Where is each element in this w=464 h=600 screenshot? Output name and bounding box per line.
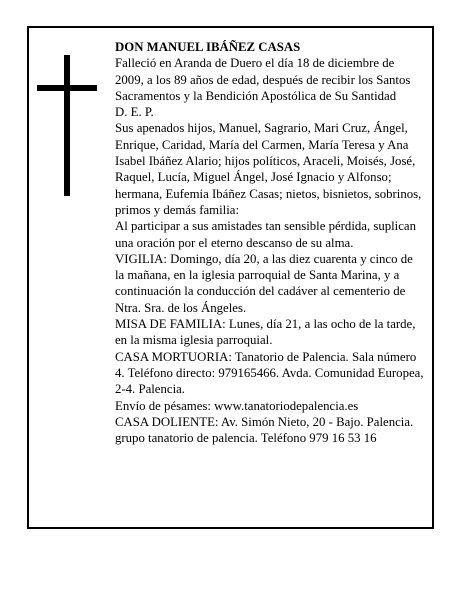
cross-icon-bar — [37, 85, 97, 91]
funeral-group-phone: grupo tanatorio de palencia. Teléfono 979 16 53 16 — [115, 431, 377, 446]
condolences-website: Envío de pésames: www.tanatoriodepalencia.es — [115, 398, 359, 413]
deceased-name: DON MANUEL IBÁÑEZ CASAS — [115, 40, 301, 54]
family-mass-info: MISA DE FAMILIA: Lunes, día 21, a las ocho de la tarde, en la misma iglesia parroquial. — [115, 317, 416, 348]
mourning-house-info: CASA DOLIENTE: Av. Simón Nieto, 20 - Bajo. Palencia. — [115, 414, 414, 429]
vigil-info: VIGILIA: Domingo, día 20, a las diez cuarenta y cinco de la mañana, en la iglesia parroquial de Santa Marina, y a continuación la conducción del cadáver al cementerio de Ntra. Sra. de los Ángeles. — [115, 251, 413, 315]
family-list: Sus apenados hijos, Manuel, Sagrario, Mari Cruz, Ángel, Enrique, Caridad, María del Carmen, María Teresa y Ana Isabel Ibáñez Alario; hijos políticos, Araceli, Moisés, José, Raquel, Lucía, Miguel Ángel, José Ignacio y Alfonso; hermana, Eufemia Ibáñez Casas; nietos, bisnietos, sobrinos, primos y demás familia: — [115, 121, 422, 217]
cross-icon — [64, 55, 70, 196]
death-announcement: Falleció en Aranda de Duero el día 18 de diciembre de 2009, a los 89 años de edad, después de recibir los Santos Sacramentos y la Bendición Apostólica de Su Santidad — [115, 56, 411, 103]
rest-in-peace: D. E. P. — [115, 105, 154, 120]
funeral-home-info: CASA MORTUORIA: Tanatorio de Palencia. Sala número 4. Teléfono directo: 979165466. Avda. Comunidad Europea, 2-4. Palencia. — [115, 349, 424, 397]
prayer-request: Al participar a sus amistades tan sensible pérdida, suplican una oración por el eterno descanso de su alma. — [115, 219, 416, 250]
notice-text — [115, 39, 424, 446]
